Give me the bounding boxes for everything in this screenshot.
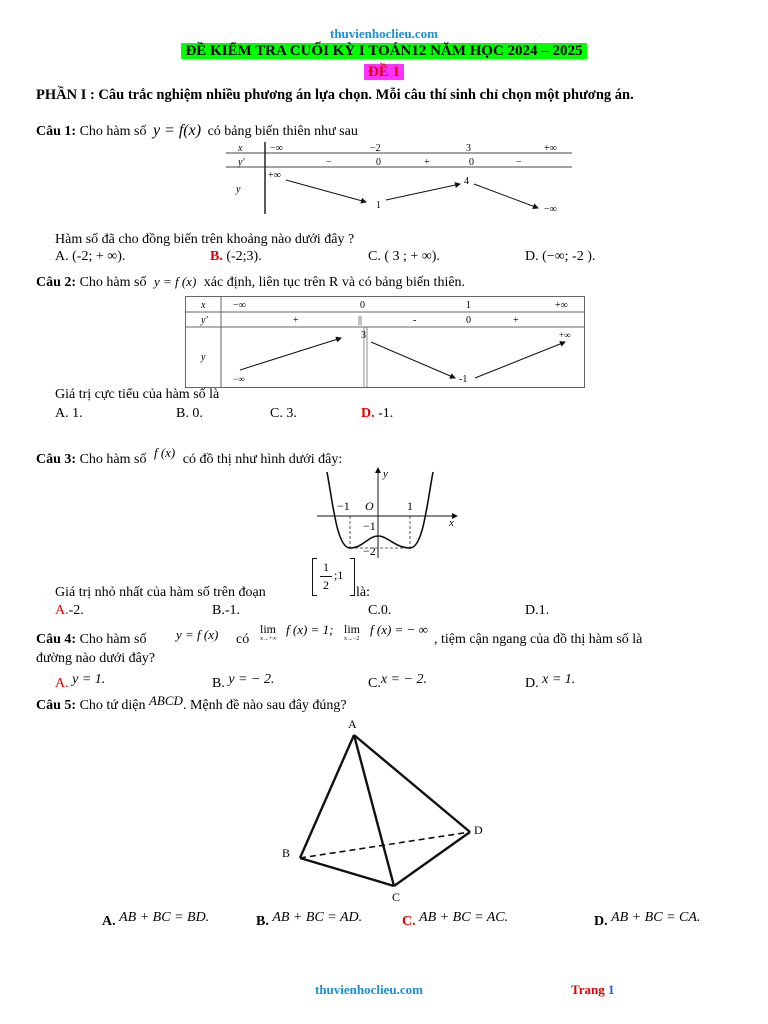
option-d[interactable]: D.1. <box>525 603 550 618</box>
sign: + <box>513 315 519 326</box>
y-axis-label: y <box>383 468 388 480</box>
exam-title: ĐỀ KIỂM TRA CUỐI KỲ I TOÁN12 NĂM HỌC 2024 – 2025 <box>181 43 586 59</box>
question-label: Câu 4: <box>36 632 77 647</box>
option-a[interactable]: A. AB + BC = BD. <box>102 910 210 929</box>
sign: - <box>413 315 417 326</box>
option-b[interactable]: B. y = − 2. <box>212 672 275 691</box>
x-value: −2 <box>370 143 381 154</box>
question-5-stem <box>36 693 347 714</box>
question-2-prompt: Giá trị cực tiểu của hàm số là <box>55 387 220 402</box>
question-3-stem <box>36 445 343 468</box>
x-value: −∞ <box>233 300 246 311</box>
arrow-up <box>240 338 341 370</box>
sign: − <box>516 157 522 168</box>
y-value: −∞ <box>233 374 245 384</box>
option-c[interactable]: C.x = − 2. <box>368 672 427 691</box>
question-text: có đồ thị như hình dưới đây: <box>182 452 343 467</box>
vertex-label: B <box>282 846 291 860</box>
y-value: +∞ <box>559 330 571 340</box>
option-b[interactable]: B. (-2;3). <box>210 249 262 264</box>
header-title-wrap <box>0 43 768 60</box>
question-2-stem <box>36 274 465 291</box>
part-heading: PHẦN I : Câu trắc nghiệm nhiều phương án lựa chọn. Mỗi câu thí sinh chỉ chọn một phương án. <box>36 87 634 103</box>
sign: 0 <box>466 315 471 326</box>
edge-ac <box>354 735 394 886</box>
option-d[interactable]: D. AB + BC = CA. <box>594 910 701 929</box>
table-yp-label: y' <box>201 315 208 326</box>
table-yp-label: y′ <box>238 157 245 168</box>
question-text: có <box>236 632 250 647</box>
x-value: 0 <box>360 300 365 311</box>
arrow-up <box>386 184 460 200</box>
sign: 0 <box>376 157 381 168</box>
question-3-prompt: Giá trị nhỏ nhất của hàm số trên đoạn <box>55 585 266 600</box>
y-value: 3 <box>361 330 366 341</box>
option-a[interactable]: A. (-2; + ∞). <box>55 249 126 264</box>
origin-label: O <box>365 499 374 513</box>
question-text: Cho hàm số <box>79 632 147 647</box>
edge-ad <box>354 735 470 832</box>
y-value: 4 <box>464 176 469 187</box>
table-x-label: x <box>238 143 243 154</box>
arrow-down <box>371 342 455 378</box>
option-c[interactable]: C. 3. <box>270 406 297 421</box>
vertex-label: D <box>474 823 483 837</box>
formula: ABCD <box>148 693 183 708</box>
edge-ab <box>300 735 354 858</box>
x-value: −∞ <box>270 143 283 154</box>
variation-table-1 <box>226 140 572 216</box>
formula: y = f (x) <box>176 627 219 642</box>
arrow-up <box>475 342 565 378</box>
question-1-stem <box>36 122 358 140</box>
vertex-label: C <box>392 890 401 904</box>
table-x-label: x <box>201 300 206 311</box>
sign: + <box>424 157 430 168</box>
x-axis-label: x <box>449 517 454 529</box>
sign: + <box>293 315 299 326</box>
formula: y = f(x) <box>152 122 202 139</box>
footer-site[interactable]: thuvienhoclieu.com <box>315 982 423 997</box>
formula: y = f (x) <box>153 274 197 289</box>
option-c[interactable]: C.0. <box>368 603 392 618</box>
option-a[interactable]: A. y = 1. <box>55 672 106 691</box>
tick-label: −1 <box>337 499 350 513</box>
x-value: +∞ <box>544 143 557 154</box>
exam-code: ĐỀ 1 <box>364 64 404 80</box>
question-label: Câu 2: <box>36 275 77 290</box>
question-text: Cho hàm số <box>79 452 147 467</box>
question-text: , tiệm cận ngang của đồ thị hàm số là <box>434 632 643 647</box>
question-label: Câu 5: <box>36 698 77 713</box>
option-a[interactable]: A.-2. <box>55 603 84 618</box>
table-y-label: y <box>201 352 206 363</box>
option-b[interactable]: B. AB + BC = AD. <box>256 910 363 929</box>
question-text: xác định, liên tục trên R và có bảng biến thiên. <box>203 275 466 290</box>
question-text: Cho hàm số <box>79 124 147 139</box>
tick-label: −2 <box>363 544 376 558</box>
header-site[interactable]: thuvienhoclieu.com <box>330 26 438 41</box>
tick-label: −1 <box>363 519 376 533</box>
option-c[interactable]: C. AB + BC = AC. <box>402 910 509 929</box>
formula: f (x) <box>153 445 176 460</box>
question-label: Câu 3: <box>36 452 77 467</box>
question-text: có bảng biến thiên như sau <box>207 124 358 139</box>
limit-expression: lim x→+∞ f (x) = 1; lim x→−2 f (x) = − ∞ <box>260 622 428 642</box>
question-1-prompt: Hàm số đã cho đồng biến trên khoảng nào dưới đây ? <box>55 232 355 247</box>
option-d[interactable]: D. (−∞; -2 ). <box>525 249 596 264</box>
tick-label: 1 <box>407 499 413 513</box>
question-text: Cho tứ diện <box>79 698 146 713</box>
vertex-label: A <box>348 717 357 731</box>
sign: − <box>326 157 332 168</box>
y-value: +∞ <box>268 170 281 181</box>
sign: 0 <box>469 157 474 168</box>
function-graph <box>315 464 463 560</box>
table-y-label: y <box>236 184 241 195</box>
option-b[interactable]: B.-1. <box>212 603 241 618</box>
option-c[interactable]: C. ( 3 ; + ∞). <box>368 249 440 264</box>
question-text: Cho hàm số <box>79 275 147 290</box>
option-b[interactable]: B. 0. <box>176 406 203 421</box>
option-d[interactable]: D. -1. <box>361 406 394 421</box>
arrow-down <box>474 184 538 208</box>
y-value: 1 <box>376 200 381 211</box>
x-value: +∞ <box>555 300 568 311</box>
question-3-prompt-end: là: <box>356 585 370 600</box>
question-4-stem <box>36 632 146 648</box>
sign: || <box>358 315 363 326</box>
x-value: 1 <box>466 300 471 311</box>
question-text: . Mệnh đề nào sau đây đúng? <box>182 698 347 713</box>
exam-code-wrap <box>0 64 768 81</box>
y-value: -1 <box>459 374 468 385</box>
question-label: Câu 1: <box>36 124 77 139</box>
variation-table-2 <box>185 296 585 388</box>
option-a[interactable]: A. 1. <box>55 406 83 421</box>
arrow-down <box>286 180 366 202</box>
tetrahedron-figure <box>276 714 496 904</box>
edge-bc <box>300 858 394 886</box>
edge-cd <box>394 832 470 886</box>
question-text: đường nào dưới đây? <box>36 651 156 666</box>
option-d[interactable]: D. x = 1. <box>525 672 576 691</box>
x-value: 3 <box>466 143 471 154</box>
y-value: −∞ <box>544 204 557 215</box>
page-number: Trang 1 <box>571 982 615 997</box>
